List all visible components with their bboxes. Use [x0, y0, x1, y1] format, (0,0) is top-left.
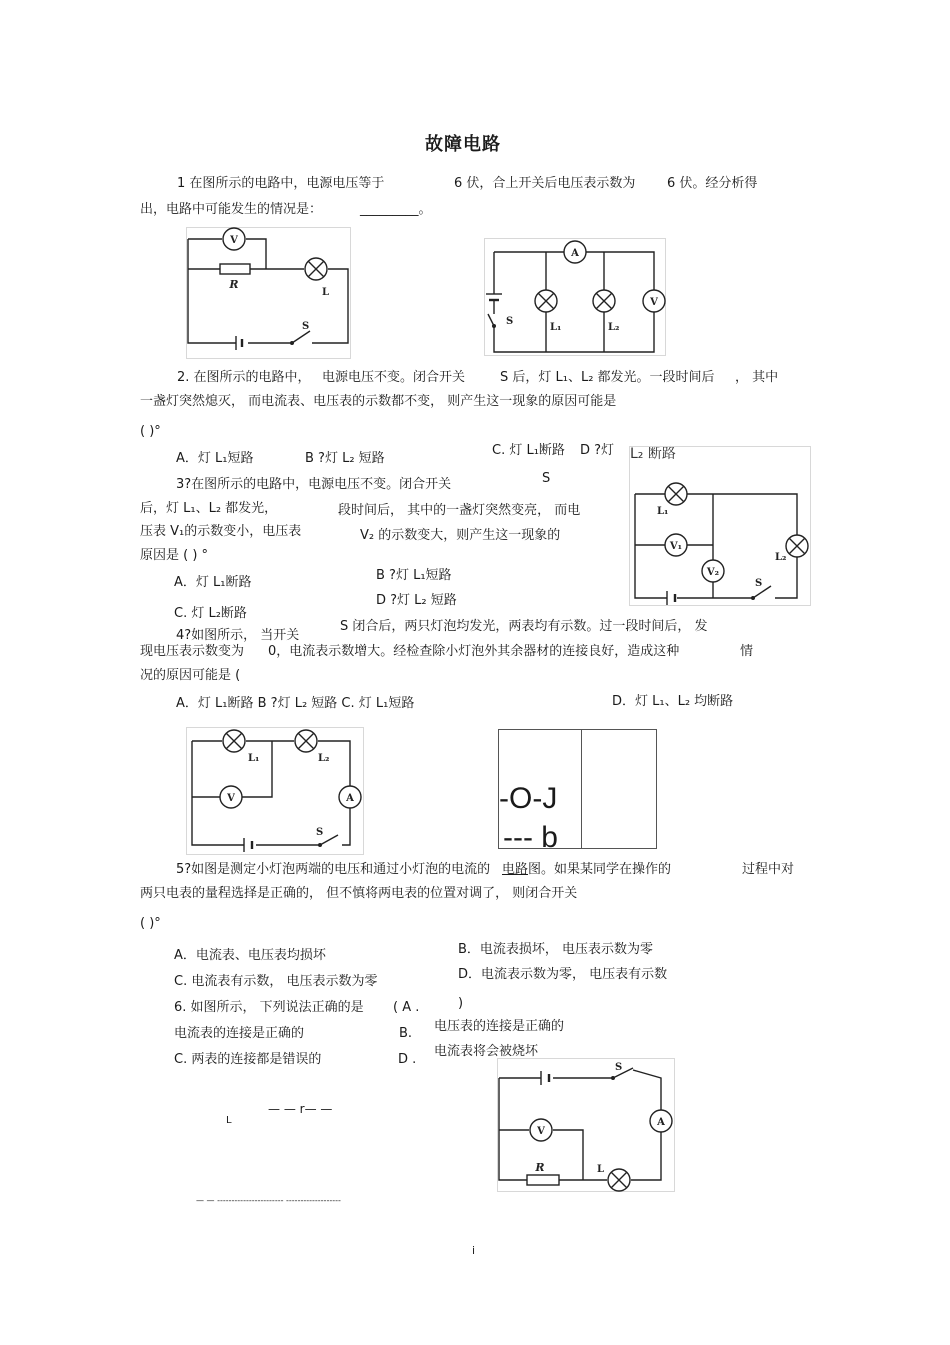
q3-option-c: C. 灯 L₂断路 — [174, 606, 247, 621]
q4-options-abc: A．灯 L₁断路 B ?灯 L₂ 短路 C. 灯 L₁短路 — [176, 696, 415, 711]
q6-paren-close: ) — [458, 996, 464, 1011]
q3-line2-a: 后，灯 L₁、L₂ 都发光， — [140, 501, 278, 516]
q2-paren: ( )° — [140, 424, 161, 439]
switch-icon — [488, 314, 494, 326]
q1-line1-b: 6 伏，合上开关后电压表示数为 — [454, 176, 636, 191]
switch-label: S — [506, 316, 514, 327]
q3-line3-a: 压表 V₁的示数变小，电压表 — [140, 524, 302, 539]
q6-option-a: 电流表的连接是正确的 — [174, 1026, 305, 1041]
lamp-l1-label: L₁ — [657, 506, 669, 517]
q2-line1-b: 电源电压不变。闭合开关 — [322, 370, 466, 385]
q6-prefix-d: D . — [398, 1052, 417, 1067]
voltmeter-label: V — [650, 297, 658, 308]
q3-option-b: B ?灯 L₁短路 — [376, 568, 452, 583]
figure-placeholder-box — [498, 729, 657, 854]
switch-icon — [292, 331, 310, 343]
figure-placeholder-divider — [581, 730, 582, 848]
page-number: i — [472, 1244, 476, 1257]
q5-option-c: C. 电流表有示数， 电压表示数为零 — [174, 974, 378, 989]
resistor-label: R — [229, 278, 239, 291]
resistor-icon — [220, 264, 250, 274]
q2-line1-c: S 后，灯 L₁、L₂ 都发光。一段时间后 — [500, 370, 715, 385]
lamp-l2-label: L₂ — [318, 753, 330, 764]
residue-line-2: L — [226, 1115, 232, 1126]
q1-line1-c: 6 伏。经分析得 — [667, 176, 758, 191]
residue-line-1: — — r— — — [268, 1102, 333, 1116]
q1-line1-a: 1 在图所示的电路中，电源电压等于 — [177, 176, 385, 191]
q1-line2: 出，电路中可能发生的情况是： — [140, 202, 323, 217]
q1-blank: _________。 — [360, 202, 432, 217]
circuit-wire — [494, 252, 654, 352]
q5-line2: 两只电表的量程选择是正确的， 但不慎将两电表的位置对调了， 则闭合开关 — [140, 886, 578, 901]
voltmeter-label: V — [230, 235, 238, 246]
q4-line2-b: 0，电流表示数增大。经检查除小灯泡外其余器材的连接良好，造成这种 — [268, 644, 680, 659]
q6-line1: 6. 如图所示， 下列说法正确的是 — [174, 1000, 364, 1015]
q4-line3: 况的原因可能是 ( — [140, 668, 241, 683]
q3-option-a: A．灯 L₁断路 — [174, 575, 252, 590]
q3-line3-b: V₂ 的示数变大，则产生这一现象的 — [360, 528, 561, 543]
ammeter-label: A — [657, 1117, 665, 1128]
page-title: 故障电路 — [425, 134, 501, 155]
resistor-icon — [527, 1175, 559, 1185]
voltmeter-label: V — [227, 793, 235, 804]
q2-option-a: A．灯 L₁短路 — [176, 451, 254, 466]
ammeter-label: A — [346, 793, 354, 804]
switch-label: S — [755, 578, 763, 589]
q4-line2-a: 现电压表示数变为 — [140, 644, 245, 659]
q3-line4: 原因是 ( ) ° — [140, 548, 209, 563]
q2-option-d-tail: L₂ 断路 — [630, 446, 676, 462]
q3-line1: 3?在图所示的电路中，电源电压不变。闭合开关 — [176, 477, 452, 492]
q5-line1-a: 5?如图是测定小灯泡两端的电压和通过小灯泡的电流的 — [176, 862, 491, 877]
lamp-l1-label: L₁ — [550, 322, 562, 333]
voltmeter-label: V — [537, 1126, 545, 1137]
q5-paren: ( )° — [140, 916, 161, 931]
q3-option-d: D ?灯 L₂ 短路 — [376, 593, 457, 608]
q6-paren-a: ( A . — [393, 1000, 420, 1015]
q6-prefix-b: B. — [399, 1026, 413, 1041]
resistor-label: R — [535, 1161, 545, 1174]
q2-line1-a: 2. 在图所示的电路中， — [177, 370, 311, 385]
q6-option-d: 电流表将会被烧坏 — [434, 1044, 539, 1059]
lamp-l1-label: L₁ — [248, 753, 260, 764]
lamp-label: L — [322, 287, 330, 298]
figure-q3-circuit — [629, 446, 811, 606]
lamp-l2-label: L₂ — [608, 322, 620, 333]
switch-label: S — [615, 1062, 623, 1073]
lamp-l2-label: L₂ — [775, 552, 787, 563]
q5-option-b: B．电流表损坏， 电压表示数为零 — [458, 942, 654, 957]
voltmeter-v1-label: V₁ — [669, 541, 683, 552]
q4-option-d: D．灯 L₁、L₂ 均断路 — [612, 694, 734, 709]
circuit-wire — [499, 1070, 661, 1180]
figure-q6-circuit — [497, 1058, 675, 1192]
switch-label: S — [302, 321, 310, 332]
figure-placeholder-text-1: -O-J — [499, 782, 558, 815]
figure-q2-circuit — [484, 238, 666, 356]
q2-line2: 一盏灯突然熄灭， 而电流表、电压表的示数都不变， 则产生这一现象的原因可能是 — [140, 394, 617, 409]
q4-line1-b: S 闭合后，两只灯泡均发光，两表均有示数。过一段时间后， 发 — [340, 619, 708, 634]
ammeter-label: A — [571, 248, 579, 259]
q6-option-b: 电压表的连接是正确的 — [434, 1019, 565, 1034]
figure-placeholder-text-2: --- b — [503, 821, 558, 854]
residue-line-3: — — ----------------------- ------------------- — [196, 1196, 341, 1205]
q5-line1-b: 图。如果某同学在操作的 — [528, 862, 672, 877]
q5-option-a: A．电流表、电压表均损坏 — [174, 948, 326, 963]
q2-option-b: B ?灯 L₂ 短路 — [305, 451, 385, 466]
q4-line2-c: 情 — [740, 644, 754, 659]
q5-option-d: D．电流表示数为零， 电压表有示数 — [458, 967, 668, 982]
q2-switch-s: S — [542, 471, 551, 486]
q4-line1-a: 4?如图所示， 当开关 — [176, 628, 300, 643]
figure-frame — [630, 447, 811, 606]
lamp-label: L — [597, 1164, 605, 1175]
q2-option-c: C. 灯 L₁断路 — [492, 443, 565, 458]
q3-line2-b: 段时间后， 其中的一盏灯突然变亮， 而电 — [338, 503, 581, 518]
voltmeter-v2-label: V₂ — [706, 567, 720, 578]
q5-line1-underline: 电路 — [502, 862, 529, 877]
switch-label: S — [316, 827, 324, 838]
q6-option-c: C. 两表的连接都是错误的 — [174, 1052, 322, 1067]
q2-option-d: D ?灯 — [580, 443, 615, 458]
figure-q1-circuit — [186, 227, 351, 359]
q2-line1-d: ， 其中 — [735, 370, 779, 385]
q5-line1-c: 过程中对 — [742, 862, 795, 877]
figure-q4-circuit — [186, 727, 364, 855]
